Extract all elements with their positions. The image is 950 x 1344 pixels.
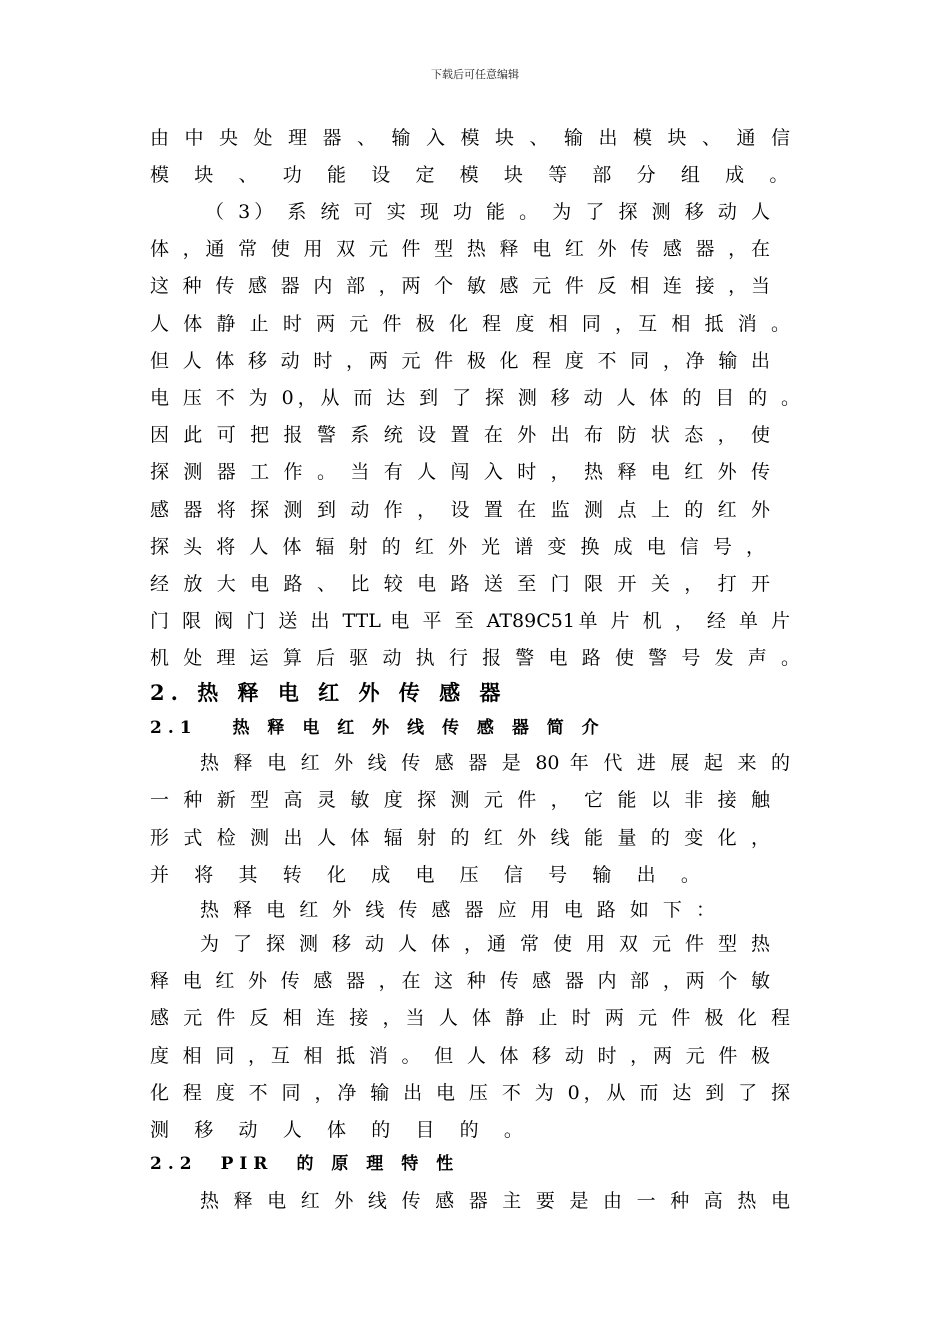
text-line: 感 元 件 反 相 连 接 ，当 人 体 静 止 时 两 元 件 极 化 程	[150, 1007, 790, 1029]
text-line: 测 移 动 人 体 的 目 的 。	[150, 1119, 533, 1141]
text-line: 探 头 将 人 体 辐 射 的 红 外 光 谱 变 换 成 电 信 号 ，	[150, 536, 765, 558]
text-line: 探 测 器 工 作 。 当 有 人 闯 入 时 ， 热 释 电 红 外 传	[150, 461, 770, 483]
text-line: 门 限 阀 门 送 出 TTL 电 平 至 AT89C51单 片 机 ， 经 单 片	[150, 610, 790, 632]
text-line: 电 压 不 为 0，从 而 达 到 了 探 测 移 动 人 体 的 目 的 。	[150, 387, 800, 409]
section-heading-2-1: 2.1 热 释 电 红 外 线 传 感 器 简 介	[150, 718, 605, 738]
section-heading-2-2: 2.2 PIR 的 原 理 特 性	[150, 1154, 460, 1174]
text-line: 度 相 同 ，互 相 抵 消 。 但 人 体 移 动 时 ，两 元 件 极	[150, 1045, 770, 1067]
text-line: 并 将 其 转 化 成 电 压 信 号 输 出 。	[150, 864, 710, 886]
text-line: 这 种 传 感 器 内 部 ，两 个 敏 感 元 件 反 相 连 接 ，当	[150, 275, 770, 297]
text-line: 化 程 度 不 同 ，净 输 出 电 压 不 为 0，从 而 达 到 了 探	[150, 1082, 790, 1104]
paragraph-first-line: 热 释 电 红 外 线 传 感 器 主 要 是 由 一 种 高 热 电	[200, 1190, 790, 1212]
paragraph-line: 热 释 电 红 外 线 传 感 器 应 用 电 路 如 下 ：	[200, 899, 715, 921]
text-line: 但 人 体 移 动 时 ，两 元 件 极 化 程 度 不 同 ，净 输 出	[150, 350, 770, 372]
text-line: 人 体 静 止 时 两 元 件 极 化 程 度 相 同 ，互 相 抵 消 。	[150, 313, 790, 335]
text-line: 感 器 将 探 测 到 动 作 ， 设 置 在 监 测 点 上 的 红 外	[150, 499, 770, 521]
text-line: 一 种 新 型 高 灵 敏 度 探 测 元 件 ， 它 能 以 非 接 触	[150, 789, 770, 811]
text-line: 体 ，通 常 使 用 双 元 件 型 热 释 电 红 外 传 感 器 ，在	[150, 238, 770, 260]
paragraph-first-line: （ 3） 系 统 可 实 现 功 能 。 为 了 探 测 移 动 人	[205, 201, 770, 223]
text-line: 形 式 检 测 出 人 体 辐 射 的 红 外 线 能 量 的 变 化 ，	[150, 827, 770, 849]
text-line: 因 此 可 把 报 警 系 统 设 置 在 外 出 布 防 状 态 ， 使	[150, 424, 770, 446]
text-line: 模 块 、 功 能 设 定 模 块 等 部 分 组 成 。	[150, 164, 798, 186]
text-line: 机 处 理 运 算 后 驱 动 执 行 报 警 电 路 使 警 号 发 声 。	[150, 647, 800, 669]
section-heading-2: 2. 热 释 电 红 外 传 感 器	[150, 680, 507, 705]
text-line: 由 中 央 处 理 器 、 输 入 模 块 、 输 出 模 块 、 通 信	[150, 127, 790, 149]
page-header: 下载后可任意编辑	[431, 68, 519, 81]
text-line: 释 电 红 外 传 感 器 ，在 这 种 传 感 器 内 部 ，两 个 敏	[150, 970, 770, 992]
paragraph-first-line: 热 释 电 红 外 线 传 感 器 是 80 年 代 进 展 起 来 的	[200, 752, 790, 774]
paragraph-first-line: 为 了 探 测 移 动 人 体 ，通 常 使 用 双 元 件 型 热	[200, 933, 770, 955]
text-line: 经 放 大 电 路 、 比 较 电 路 送 至 门 限 开 关 ， 打 开	[150, 573, 770, 595]
